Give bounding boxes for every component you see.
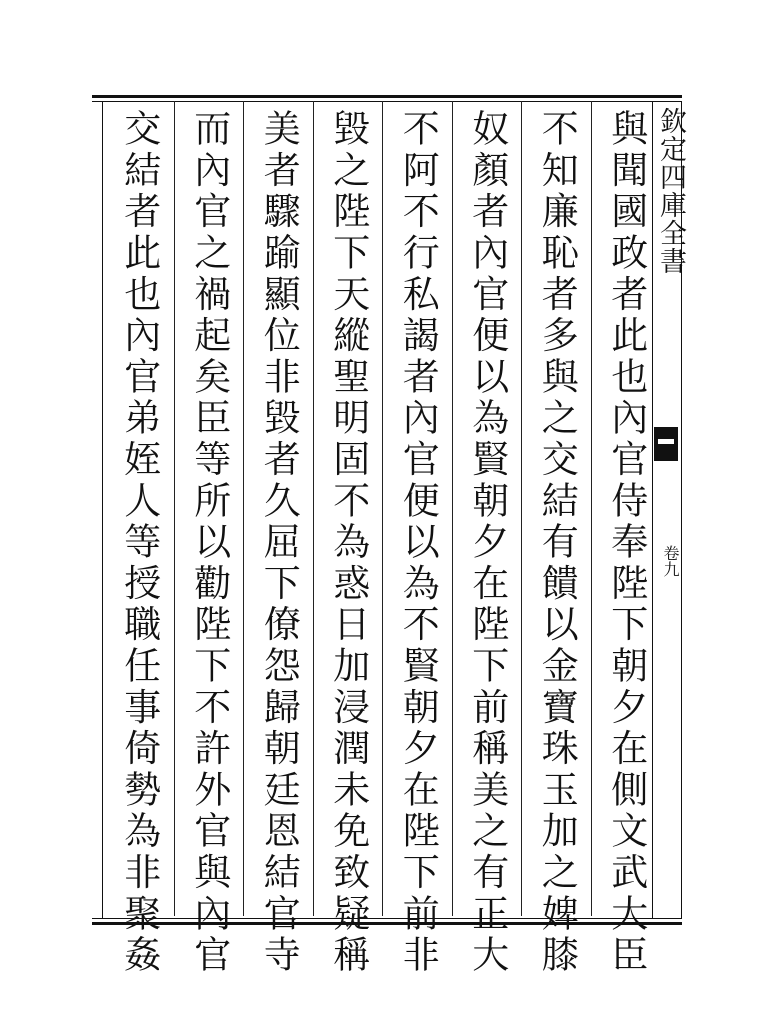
column-text: 毀之陛下天縱聖明固不為惑日加浸潤未免致疑稱 <box>326 109 370 977</box>
column-text: 交結者此也內官弟姪人等授職任事倚勢為非聚姦 <box>117 109 161 977</box>
text-column-2 <box>521 101 591 977</box>
text-column-6 <box>243 101 313 977</box>
column-text: 與聞國政者此也內官侍奉陛下朝夕在側文武大臣 <box>604 109 648 977</box>
margin-title: 欽定四庫全書 <box>655 107 686 275</box>
top-border <box>92 95 682 98</box>
text-column-5 <box>313 101 383 977</box>
text-column-7 <box>174 101 244 977</box>
column-text: 不知廉恥者多與之交結有饋以金寶珠玉加之婢膝 <box>535 109 579 977</box>
text-column-1 <box>591 101 661 977</box>
column-text: 不阿不行私謁者內官便以為不賢朝夕在陛下前非 <box>396 109 440 977</box>
text-column-8 <box>104 101 174 977</box>
text-column-4 <box>382 101 452 977</box>
text-columns <box>104 101 660 977</box>
left-border <box>102 101 103 919</box>
column-text: 而內官之禍起矣臣等所以勸陛下不許外官與內官 <box>187 109 231 977</box>
text-column-3 <box>452 101 522 977</box>
column-text: 美者驟踰顯位非毀者久屈下僚怨歸朝廷恩結官寺 <box>257 109 301 977</box>
column-text: 奴顏者內官便以為賢朝夕在陛下前稱美之有正大 <box>465 109 509 977</box>
volume-label: 卷九 <box>661 545 680 577</box>
